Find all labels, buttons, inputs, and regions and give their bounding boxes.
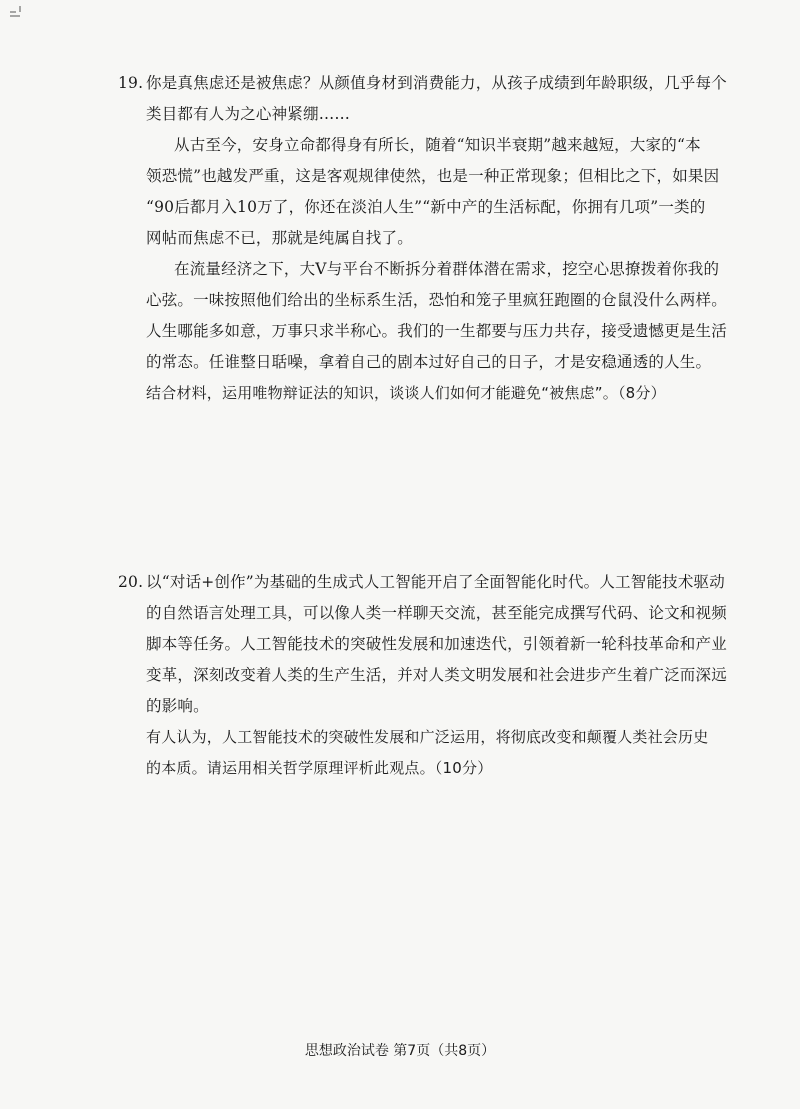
question-line: 20. 以“对话+创作”为基础的生成式人工智能开启了全面智能化时代。人工智能技术驱动 (118, 567, 678, 598)
question-number: 19. (118, 74, 144, 92)
question-20 (118, 567, 727, 784)
question-line: 的影响。 (146, 697, 209, 715)
question-line: 19. 你是真焦虑还是被焦虑？从颜值身材到消费能力，从孩子成绩到年龄职级，几乎每个 (118, 68, 678, 99)
question-line: “90后都月入10万了，你还在淡泊人生”“新中产的生活标配，你拥有几项”一类的 (146, 198, 706, 216)
question-line: 类目都有人为之心神紧绷…… (146, 105, 351, 123)
question-line: 网帖而焦虑不已，那就是纯属自找了。 (146, 229, 413, 247)
corner-crop-mark (8, 4, 26, 22)
question-prompt: 的本质。请运用相关哲学原理评析此观点。（10分） (146, 759, 493, 777)
question-line: 领恐慌”也越发严重，这是客观规律使然，也是一种正常现象；但相比之下，如果因 (146, 167, 720, 185)
question-line: 的常态。任谁整日聒噪，拿着自己的剧本过好自己的日子，才是安稳通透的人生。 (146, 353, 712, 371)
question-prompt: 结合材料，运用唯物辩证法的知识，谈谈人们如何才能避免“被焦虑”。（8分） (146, 384, 666, 402)
question-line: 人生哪能多如意，万事只求半称心。我们的一生都要与压力共存，接受遗憾更是生活 (146, 322, 727, 340)
question-line: 在流量经济之下，大V与平台不断拆分着群体潜在需求，挖空心思撩拨着你我的 (174, 260, 720, 278)
question-line: 变革，深刻改变着人类的生产生活，并对人类文明发展和社会进步产生着广泛而深远 (146, 666, 727, 684)
page-footer: 思想政治试卷 第7页（共8页） (304, 1043, 496, 1059)
question-line: 脚本等任务。人工智能技术的突破性发展和加速迭代，引领着新一轮科技革命和产业 (146, 635, 727, 653)
question-line: 心弦。一味按照他们给出的坐标系生活，恐怕和笼子里疯狂跑圈的仓鼠没什么两样。 (146, 291, 727, 309)
question-prompt: 有人认为，人工智能技术的突破性发展和广泛运用，将彻底改变和颠覆人类社会历史 (146, 728, 709, 746)
question-line: 的自然语言处理工具，可以像人类一样聊天交流，甚至能完成撰写代码、论文和视频 (146, 604, 727, 622)
question-19 (118, 68, 727, 409)
question-line: 从古至今，安身立命都得身有所长，随着“知识半衰期”越来越短，大家的“本 (174, 136, 701, 154)
question-number: 20. (118, 573, 144, 591)
